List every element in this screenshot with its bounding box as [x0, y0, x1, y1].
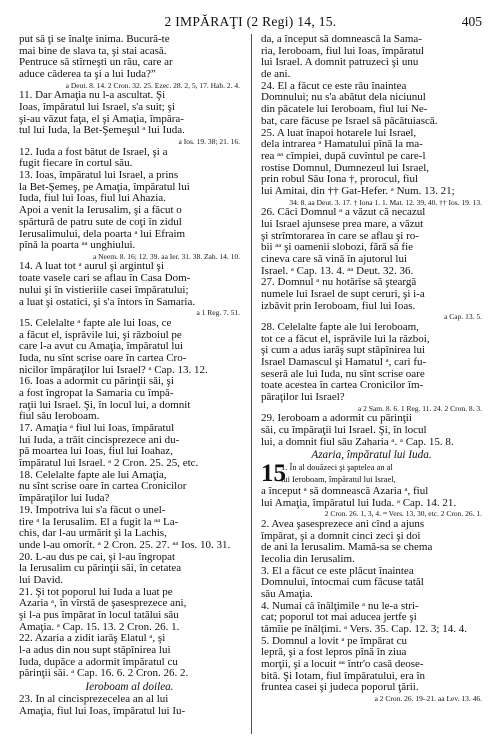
- verse-line: Israel Damascul şi Hamatul ᵃ, cari fu-: [261, 357, 427, 369]
- verse-line: Ioas, împăratul lui Israel, s'a suit; şi: [19, 102, 175, 114]
- cross-reference: a Neem. 8. 16; 12. 39. aa Ier. 31. 38. Zah. 14. 10.: [92, 251, 240, 261]
- verse-line: prin robul Său Iona †, prorocul, fiul: [261, 174, 419, 186]
- book-chapter-title: 2 IMPĂRAŢI (2 Regi) 14, 15.: [164, 14, 337, 29]
- verse-line: morţii, şi a locuit ᵃᵃ într'o casă deose-: [261, 659, 424, 671]
- verse-line: mai bine de slava ta, şi stai acasă.: [19, 45, 167, 57]
- verse-line: a fost îngropat la Samaria cu împă-: [19, 387, 174, 399]
- text-columns: [19, 34, 482, 734]
- verse-line: Iecolia din Ierusalim.: [261, 553, 355, 565]
- verse-line: lui Israel ajunsese prea mare, a văzut: [261, 218, 424, 230]
- verse-line: 13. Ioas, împăratul lui Israel, a prins: [19, 170, 179, 182]
- verse-line: împăraţilor lui Iuda?: [19, 493, 110, 505]
- left-column: [19, 34, 240, 718]
- verse-line: fugit fiecare în cortul său.: [19, 158, 133, 170]
- verse-line: 18. Celelalte fapte ale lui Amaţia,: [19, 469, 167, 481]
- verse-line: lepră, şi a fost lepros pînă în ziua: [261, 647, 407, 659]
- cross-reference: a Deut. 8. 14. 2 Cron. 32. 25. Ezec. 28. 2, 5, 17. Hab. 2. 4.: [65, 80, 240, 90]
- verse-line: 3. El a făcut ce este plăcut înaintea: [261, 565, 414, 577]
- verse-line: tul lui Iuda, la Bet-Şemeşul ᵃ lui Iuda.: [19, 125, 185, 137]
- verse-line: Iuda, nu sînt scrise oare în cartea Cro-: [19, 352, 187, 364]
- verse-line: păraţilor lui Israel?: [261, 392, 345, 404]
- verse-line: bită. Şi Iotam, fiul împăratului, era în: [261, 670, 426, 682]
- verse-line: şi-au văzut faţa, el şi Amaţia, împăra-: [19, 113, 184, 125]
- verse-line: nului şi în vistieriile casei împăratului;: [19, 284, 189, 296]
- verse-line: 2. Avea şasesprezece ani cînd a ajuns: [261, 518, 425, 530]
- verse-line: la Bet-Şemeş, pe Amaţia, împăratul lui: [19, 181, 190, 193]
- verse-line: cineva care să vină în ajutorul lui: [261, 253, 407, 265]
- verse-line: 26. Căci Domnul ᵃ a văzut că necazul: [261, 207, 426, 219]
- verse-line: rea ᵃᵃ cîmpiei, după cuvîntul pe care-l: [261, 150, 426, 162]
- verse-line: săi, cu împăraţii lui Israel. Şi, în locul: [261, 425, 427, 437]
- verse-line: izbăvit prin Ieroboam, fiul lui Ioas.: [261, 300, 416, 312]
- verse-line: pă moartea lui Ioas, fiul lui Ioahaz,: [19, 446, 173, 458]
- verse-line: spărtură de patru sute de coţi în zidul: [19, 216, 182, 228]
- verse-line: nu sînt scrise oare în cartea Cronicilor: [19, 481, 187, 493]
- verse-line: toate acestea în cartea Cronicilor îm-: [261, 380, 424, 392]
- verse-line: tot ce a făcut el, isprăvile lui la război,: [261, 333, 430, 345]
- verse-line: 14. A luat tot ᵃ aurul şi argintul şi: [19, 261, 164, 273]
- verse-line: lui David.: [19, 574, 63, 586]
- verse-line: 23. În al cincisprezecelea an al lui: [19, 694, 169, 706]
- chapter-number: 15: [261, 460, 286, 488]
- verse-line: 19. Împotriva lui s'a făcut o unel-: [19, 504, 166, 516]
- cross-reference: 2 Cron. 26. 1, 3, 4. ᵃᵃ Vers. 13, 30, etc. 2 Cron. 26. 1.: [324, 509, 482, 519]
- verse-line: 20. L-au dus pe cai, şi l-au îngropat: [19, 551, 176, 563]
- verse-line: împăratul lui Israel. ᵃ 2 Cron. 25. 25, etc.: [19, 458, 199, 470]
- right-column: [261, 34, 482, 704]
- verse-line: put să ţi se înalţe inima. Bucură-te: [19, 34, 170, 45]
- verse-line: din păcatele lui Ieroboam, fiul lui Ne-: [261, 104, 428, 116]
- verse-line: rostise Domnul, Dumnezeul lui Israel,: [261, 162, 430, 174]
- verse-line: l-a adus din nou supt stăpînirea lui: [19, 645, 171, 657]
- verse-line: lui, a domnit fiul său Zaharia ᵃ. ᵃ Cap. 15. 8.: [261, 436, 454, 448]
- verse-line: şi strîmtorarea în care se aflau şi ro-: [261, 230, 419, 242]
- verse-line: Apoi a venit la Ierusalim, şi a făcut o: [19, 205, 182, 217]
- cross-reference: a 2 Cron. 26. 19–21. aa Lev. 13. 46.: [374, 694, 482, 704]
- page-number: 405: [461, 14, 482, 29]
- cross-reference: a 2 Sam. 8. 6. 1 Reg. 11. 24. 2 Cron. 8. 3.: [357, 403, 482, 413]
- verse-line: 21. Şi tot poporul lui Iuda a luat pe: [19, 586, 173, 598]
- verse-line: şi cum a adus iarăş supt stăpînirea lui: [261, 345, 426, 357]
- verse-line: părinţii săi. ᵃ Cap. 16. 6. 2 Cron. 26. 2.: [19, 668, 189, 680]
- verse-line: pînă la poarta ᵃᵃ unghiului.: [19, 240, 136, 252]
- section-heading: Azaria, împăratul lui Iuda.: [311, 449, 432, 462]
- verse-line: da, a început să domnească la Sama-: [261, 34, 422, 45]
- chapter-start: [261, 460, 482, 488]
- cross-reference: 34. 8. aa Deut. 3. 17. † Iona 1. 1. Mat. 12. 39, 40. †† Ios. 19. 13.: [289, 197, 482, 207]
- verse-line: unde l-au omorît. ᵃ 2 Cron. 25. 27. ᵃᵃ Ios. 10. 31.: [19, 539, 231, 551]
- verse-line: a început ᵃ să domnească Azaria ᵃ, fiul: [261, 485, 429, 497]
- verse-line: Ierusalimului, dela poarta ᵃ lui Efraim: [19, 228, 186, 240]
- verse-line: 15. Celelalte ᵃ fapte ale lui Ioas, ce: [19, 317, 172, 329]
- cross-reference: a Ios. 19. 38; 21. 16.: [178, 137, 240, 147]
- verse-line: 1. În al douăzeci şi şaptelea an al: [281, 462, 393, 473]
- verse-line: seseră ale lui Iuda, nu sînt scrise oare: [261, 368, 425, 380]
- verse-line: bii ᵃᵃ şi oamenii slobozi, fără să fie: [261, 242, 414, 254]
- verse-line: Amaţia, fiul lui Ioas, împăratul lui Iu-: [19, 705, 186, 717]
- verse-line: 17. Amaţia ᵃ fiul lui Ioas, împăratul: [19, 423, 175, 434]
- verse-line: fiul său Ieroboam.: [19, 411, 100, 423]
- verse-line: Israel. ᵃ Cap. 13. 4. ᵃᵃ Deut. 32. 36.: [261, 265, 414, 277]
- verse-line: cat; poporul tot mai aducea jertfe şi: [261, 612, 417, 624]
- verse-line: împărat, şi a domnit cinci zeci şi doi: [261, 530, 421, 542]
- verse-line: lui Israel. A domnit patruzeci şi unu: [261, 57, 419, 69]
- verse-line: lui Iuda, a trăit cincisprezece ani du-: [19, 434, 180, 446]
- verse-line: Pentruce să stîrneşti un rău, care ar: [19, 57, 173, 69]
- verse-line: numele lui Israel de supt ceruri, şi i-a: [261, 289, 425, 301]
- column-divider: [251, 34, 252, 734]
- verse-line: 16. Ioas a adormit cu părinţii săi, şi: [19, 376, 174, 388]
- verse-line: 11. Dar Amaţia nu l-a ascultat. Şi: [19, 90, 166, 102]
- cross-reference: a 1 Reg. 7. 51.: [196, 308, 240, 318]
- verse-line: 25. A luat înapoi hotarele lui Israel,: [261, 127, 417, 139]
- verse-line: 29. Ieroboam a adormit cu părinţii: [261, 413, 412, 425]
- verse-line: de ani la Ierusalim. Mamă-sa se chema: [261, 542, 433, 554]
- verse-line: 27. Domnul ᵃ nu hotărîse să şteargă: [261, 277, 417, 289]
- cross-reference: a Cap. 13. 5.: [444, 312, 482, 322]
- verse-line: tămîie pe înălţimi. ᵃ Vers. 35. Cap. 12. 3; 14. 4.: [261, 624, 467, 635]
- verse-line: Domnului, întocmai cum făcuse tatăl: [261, 577, 424, 589]
- verse-line: toate vasele cari se aflau în Casa Dom-: [19, 273, 191, 285]
- verse-line: Iuda, dupăce a adormit împăratul cu: [19, 656, 178, 668]
- verse-line: 22. Azaria a zidit iarăş Elatul ᵃ, şi: [19, 633, 166, 645]
- verse-line: lui Amaţia, împăratul lui Iuda. ᵃ Cap. 14. 21.: [261, 497, 457, 509]
- verse-line: 24. El a făcut ce este rău înaintea: [261, 80, 407, 92]
- verse-line: tire ᵃ la Ierusalim. El a fugit la ᵃᵃ La-: [19, 516, 179, 528]
- verse-line: raţii lui Israel. Şi, în locul lui, a domnit: [19, 399, 191, 411]
- verse-line: de ani.: [261, 69, 291, 81]
- verse-line: bat, care făcuse pe Israel să păcătuiască.: [261, 115, 438, 127]
- verse-line: 12. Iuda a fost bătut de Israel, şi a: [19, 146, 168, 158]
- verse-line: lui Amitai, din †† Gat-Hefer. ᵃ Num. 13. 21;: [261, 185, 455, 197]
- verse-line: lui Ieroboam, împăratul lui Israel,: [281, 474, 396, 485]
- verse-line: 4. Numai că înălţimile ᵃ nu le-a stri-: [261, 600, 419, 612]
- verse-line: ria, Ieroboam, fiul lui Ioas, împăratul: [261, 45, 425, 57]
- verse-line: a făcut el, isprăvile lui, şi războiul pe: [19, 329, 182, 341]
- verse-line: chis, dar l-au urmărit şi la Lachis,: [19, 528, 167, 540]
- verse-line: la Ierusalim cu părinţii săi, în cetatea: [19, 563, 182, 575]
- verse-line: său Amaţia.: [261, 588, 313, 600]
- verse-line: Iuda, fiul lui Ioas, fiul lui Ahazia.: [19, 193, 166, 205]
- verse-line: nicilor împăraţilor lui Israel? ᵃ Cap. 13. 12.: [19, 364, 208, 376]
- verse-line: 28. Celelalte fapte ale lui Ieroboam,: [261, 322, 419, 333]
- verse-line: Domnului; nu s'a abătut dela niciunul: [261, 92, 426, 104]
- verse-line: Amaţia. ᵃ Cap. 15. 13. 2 Cron. 26. 1.: [19, 621, 180, 633]
- verse-line: aduce căderea ta şi a lui Iuda?”: [19, 69, 156, 81]
- verse-line: dela intrarea ᵃ Hamatului pînă la ma-: [261, 139, 423, 151]
- verse-line: a luat şi ostatici, şi s'a întors în Samaria.: [19, 296, 196, 308]
- section-heading: Ieroboam al doilea.: [85, 681, 174, 694]
- verse-line: 5. Domnul a lovit ᵃ pe împărat cu: [261, 635, 407, 647]
- verse-line: care l-a avut cu Amaţia, împăratul lui: [19, 341, 184, 353]
- verse-line: fruntea casei şi judeca poporul ţării.: [261, 682, 419, 694]
- verse-line: Azaria ᵃ, în vîrstă de şasesprezece ani,: [19, 598, 187, 610]
- verse-line: şi l-a pus împărat în locul tatălui său: [19, 610, 179, 621]
- running-header: [19, 12, 482, 32]
